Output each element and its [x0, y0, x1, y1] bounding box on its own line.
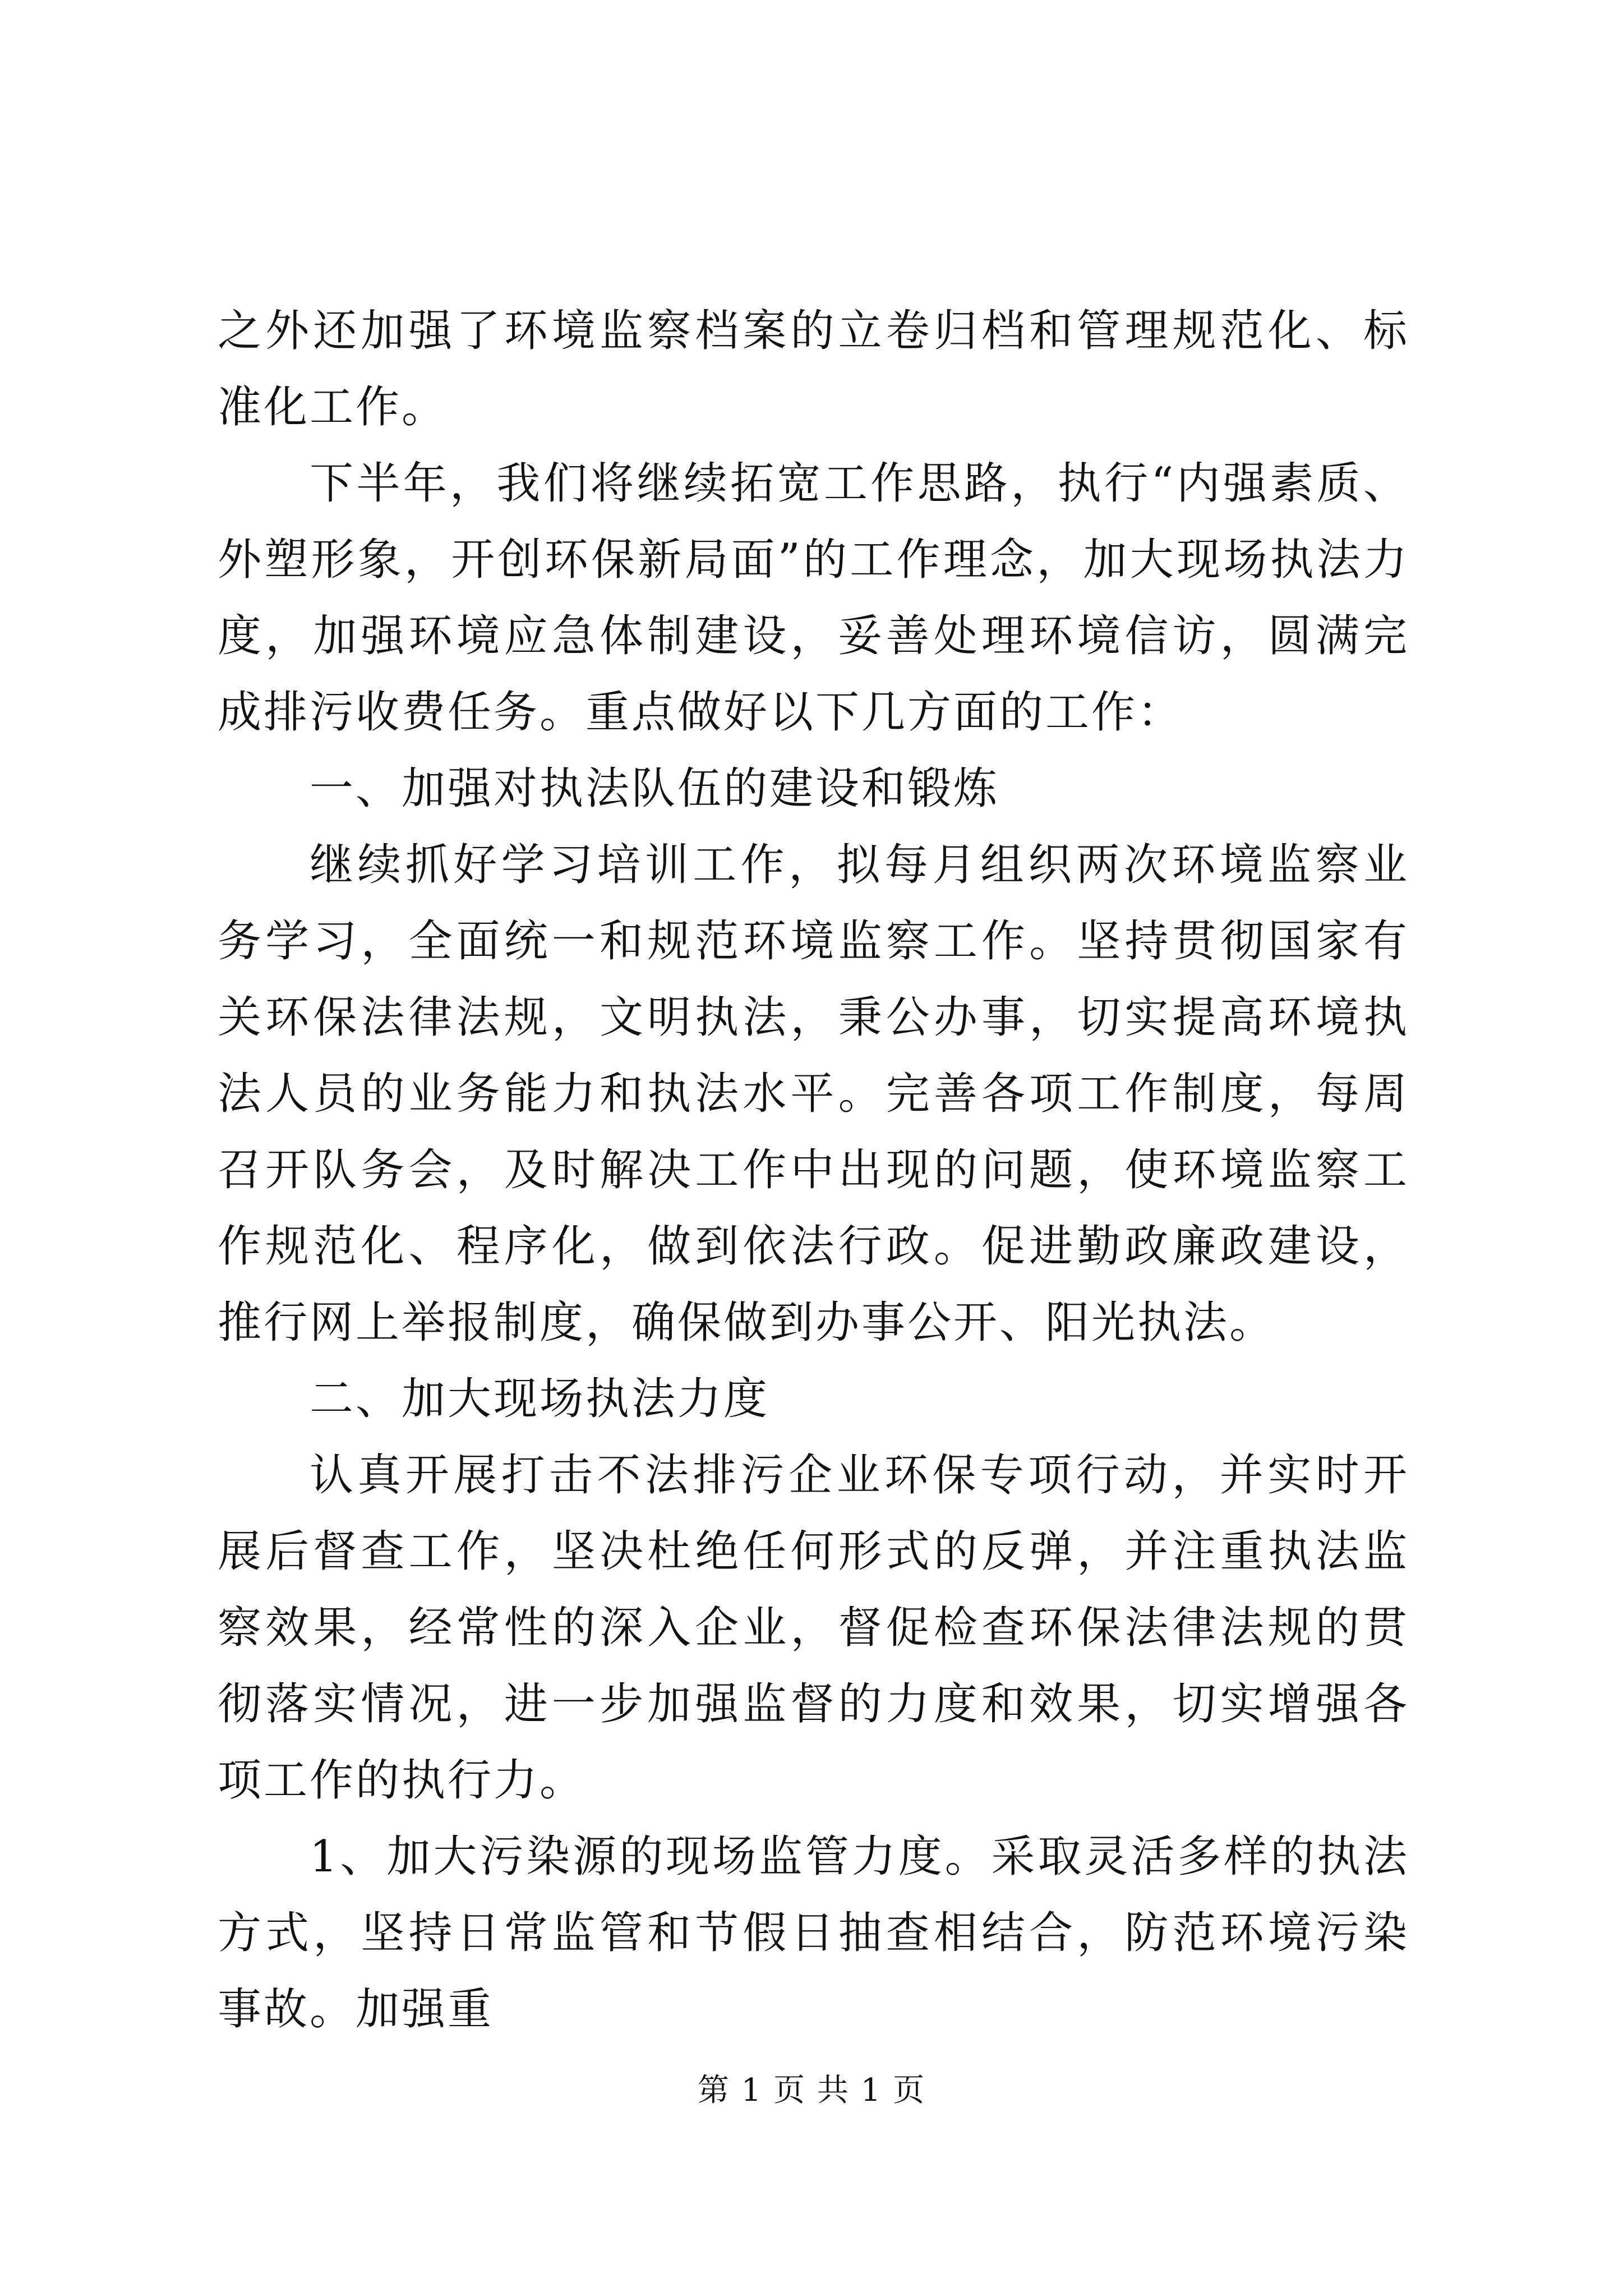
paragraph-continuation: 之外还加强了环境监察档案的立卷归档和管理规范化、标准化工作。 [218, 306, 1409, 432]
paragraph-pollution-supervision: 1、加大污染源的现场监管力度。采取灵活多样的执法方式，坚持日常监管和节假日抽查相结合，防范环境污染事故。加强重 [218, 1832, 1409, 2035]
paragraph-field-enforcement: 认真开展打击不法排污企业环保专项行动，并实时开展后督查工作，坚决杜绝任何形式的反弹，并注重执法监察效果，经常性的深入企业，督促检查环保法律法规的贯彻落实情况，进一步加强监督的力度和效果，切实增强各项工作的执行力。 [218, 1450, 1409, 1806]
section-heading-1: 一、加强对执法队伍的建设和锻炼 [310, 763, 1000, 814]
document-body [218, 293, 1409, 2047]
page-number-label: 第 1 页 共 1 页 [697, 2072, 926, 2109]
paragraph-work-plan-intro: 下半年，我们将继续拓宽工作思路，执行“内强素质、外塑形象，开创环保新局面”的工作理念，加大现场执法力度，加强环境应急体制建设，妥善处理环境信访，圆满完成排污收费任务。重点做好以下几方面的工作： [218, 458, 1409, 738]
page-footer [0, 2071, 1623, 2110]
paragraph-team-building: 继续抓好学习培训工作，拟每月组织两次环境监察业务学习，全面统一和规范环境监察工作。坚持贯彻国家有关环保法律法规，文明执法，秉公办事，切实提高环境执法人员的业务能力和执法水平。完善各项工作制度，每周召开队务会，及时解决工作中出现的问题，使环境监察工作规范化、程序化，做到依法行政。促进勤政廉政建设，推行网上举报制度，确保做到办事公开、阳光执法。 [218, 840, 1409, 1348]
section-heading-2: 二、加大现场执法力度 [310, 1374, 770, 1424]
